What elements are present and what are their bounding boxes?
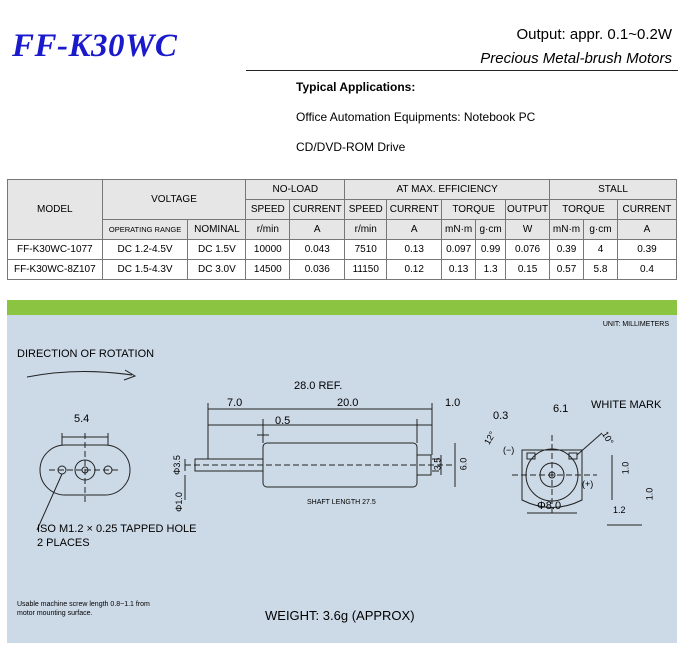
table-cell: 4 — [584, 240, 618, 260]
dim-35: 3.5 — [432, 457, 443, 471]
table-cell: DC 1.5V — [188, 240, 246, 260]
unit-mnm: mN·m — [550, 220, 584, 240]
product-title: FF-K30WC — [12, 28, 178, 64]
header-rule — [246, 70, 678, 71]
dim-dia-10: Φ1.0 — [173, 492, 184, 512]
dim-05: 0.5 — [275, 415, 291, 427]
header-speed: SPEED — [345, 200, 387, 220]
screw-note-2: motor mounting surface. — [17, 610, 93, 617]
plus-terminal: (+) — [582, 479, 594, 489]
table-cell: 0.4 — [617, 260, 676, 280]
product-subtitle: Precious Metal-brush Motors — [480, 50, 672, 67]
table-cell: 0.13 — [442, 260, 476, 280]
weight: WEIGHT: 3.6g (APPROX) — [265, 608, 415, 623]
application-line: Office Automation Equipments: Notebook PC — [296, 110, 536, 124]
table-row — [8, 260, 677, 280]
dim-61: 6.1 — [553, 403, 569, 415]
header-max-efficiency: AT MAX. EFFICIENCY — [345, 180, 550, 200]
table-cell: 11150 — [345, 260, 387, 280]
unit-gcm: g·cm — [476, 220, 506, 240]
header-current: CURRENT — [387, 200, 442, 220]
applications-heading: Typical Applications: — [296, 80, 416, 94]
table-cell: FF-K30WC-1077 — [8, 240, 103, 260]
table-cell: DC 1.5-4.3V — [102, 260, 188, 280]
header-speed: SPEED — [246, 200, 290, 220]
table-cell: 0.57 — [550, 260, 584, 280]
table-cell: 0.39 — [617, 240, 676, 260]
header-nominal: NOMINAL — [188, 220, 246, 240]
tapped-hole-count: 2 PLACES — [37, 537, 90, 549]
header-output: OUTPUT — [506, 200, 550, 220]
table-cell: 0.12 — [387, 260, 442, 280]
dimension-drawing — [7, 300, 677, 643]
screw-note-1: Usable machine screw length 0.8~1.1 from — [17, 601, 150, 608]
dim-dia-35: Φ3.5 — [171, 455, 182, 475]
table-cell: 0.99 — [476, 240, 506, 260]
table-cell: 0.097 — [442, 240, 476, 260]
unit-a: A — [387, 220, 442, 240]
dim-7: 7.0 — [227, 397, 243, 409]
header-torque: TORQUE — [442, 200, 506, 220]
header-noload: NO-LOAD — [246, 180, 345, 200]
table-cell: FF-K30WC-8Z107 — [8, 260, 103, 280]
unit-rmin: r/min — [345, 220, 387, 240]
table-cell: 7510 — [345, 240, 387, 260]
unit-rmin: r/min — [246, 220, 290, 240]
table-cell: 5.8 — [584, 260, 618, 280]
dim-1: 1.0 — [445, 397, 461, 409]
dim-dia-80: Φ8.0 — [537, 500, 562, 512]
shaft-length: SHAFT LENGTH 27.5 — [307, 499, 376, 506]
dim-10a: 1.0 — [620, 461, 631, 475]
header-torque: TORQUE — [550, 200, 618, 220]
output-rating: Output: appr. 0.1~0.2W — [516, 26, 672, 43]
minus-terminal: (−) — [503, 445, 515, 455]
table-cell: 0.036 — [290, 260, 345, 280]
header-voltage: VOLTAGE — [102, 180, 246, 220]
rotation-arrow — [27, 371, 132, 377]
dim-12: 1.2 — [613, 505, 626, 515]
unit-a: A — [290, 220, 345, 240]
table-cell: DC 1.2-4.5V — [102, 240, 188, 260]
dim-10b: 1.0 — [644, 487, 655, 501]
dim-03: 0.3 — [493, 410, 509, 422]
header-current: CURRENT — [617, 200, 676, 220]
header-current: CURRENT — [290, 200, 345, 220]
table-cell: 14500 — [246, 260, 290, 280]
table-cell: 0.39 — [550, 240, 584, 260]
dim-54: 5.4 — [74, 413, 90, 425]
header-operating-range: OPERATING RANGE — [102, 220, 188, 240]
table-cell: 0.15 — [506, 260, 550, 280]
table-cell: 0.13 — [387, 240, 442, 260]
spec-table — [7, 179, 677, 280]
table-cell: 10000 — [246, 240, 290, 260]
table-cell: 1.3 — [476, 260, 506, 280]
applications — [296, 80, 535, 170]
tapped-hole-note: ISO M1.2 × 0.25 TAPPED HOLE — [37, 523, 197, 535]
dim-60: 6.0 — [458, 457, 469, 471]
drawing-lines — [7, 315, 677, 643]
table-cell: DC 3.0V — [188, 260, 246, 280]
rotation-label: DIRECTION OF ROTATION — [17, 348, 155, 360]
angle-10: 10° — [600, 429, 616, 447]
unit-a: A — [617, 220, 676, 240]
white-mark: WHITE MARK — [591, 399, 662, 411]
dim-ref-length: 28.0 REF. — [294, 380, 343, 392]
table-cell: 0.076 — [506, 240, 550, 260]
table-cell: 0.043 — [290, 240, 345, 260]
table-row — [8, 240, 677, 260]
header-model: MODEL — [8, 180, 103, 240]
header-stall: STALL — [550, 180, 677, 200]
application-line: CD/DVD-ROM Drive — [296, 140, 406, 154]
angle-12: 12° — [482, 429, 498, 447]
unit-note: UNIT: MILLIMETERS — [602, 321, 669, 328]
unit-mnm: mN·m — [442, 220, 476, 240]
unit-gcm: g·cm — [584, 220, 618, 240]
unit-w: W — [506, 220, 550, 240]
dim-20: 20.0 — [337, 397, 359, 409]
